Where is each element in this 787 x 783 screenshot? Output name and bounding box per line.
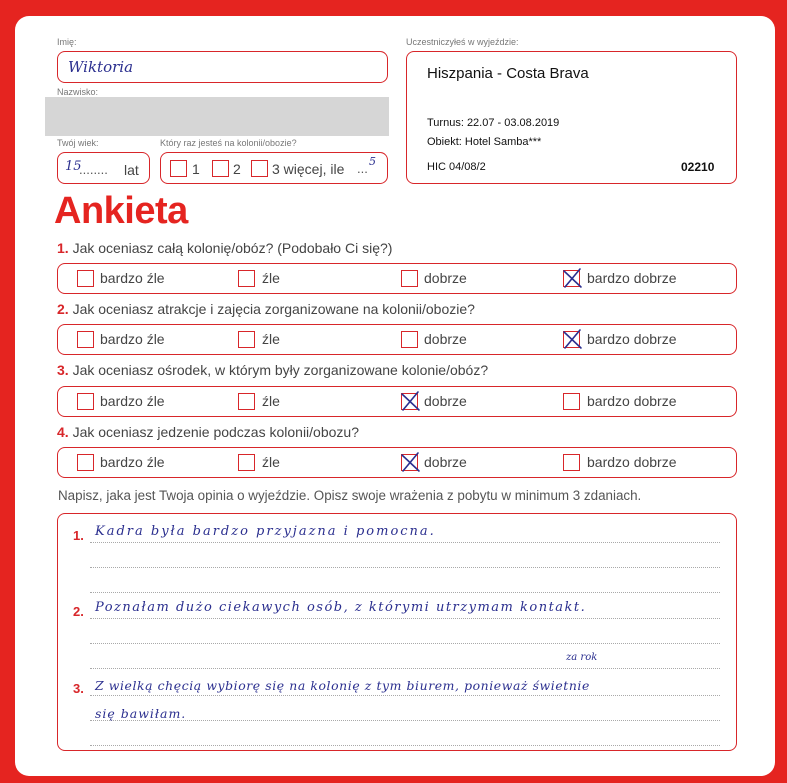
rating-option-label: źle [262, 270, 280, 286]
rating-checkbox[interactable] [401, 270, 418, 287]
check-mark-icon [562, 329, 583, 350]
rating-checkbox[interactable] [238, 331, 255, 348]
visit-count-value: 5 [369, 155, 376, 168]
check-mark-icon [400, 452, 421, 473]
question-text: Jak oceniasz atrakcje i zajęcia zorganizowane na kolonii/obozie? [72, 301, 475, 317]
name-field[interactable] [57, 51, 388, 83]
visit-checkbox-3[interactable] [251, 160, 268, 177]
rating-option-label: bardzo dobrze [587, 270, 677, 286]
rating-option-label: bardzo źle [100, 270, 165, 286]
question-text: Jak oceniasz ośrodek, w którym były zorganizowane kolonie/obóz? [72, 362, 489, 378]
rating-option-label: bardzo dobrze [587, 393, 677, 409]
surname-label: Nazwisko: [57, 87, 99, 97]
rating-checkbox[interactable] [563, 331, 580, 348]
age-field[interactable] [57, 152, 150, 184]
trip-destination: Hiszpania - Costa Brava [427, 65, 589, 82]
rating-option-label: dobrze [424, 270, 467, 286]
trip-info-box [406, 51, 737, 184]
visit-checkbox-1[interactable] [170, 160, 187, 177]
rating-option-label: bardzo źle [100, 331, 165, 347]
writing-line [90, 567, 720, 568]
visit-option-2-label: 2 [233, 161, 241, 177]
writing-line [90, 542, 720, 543]
visit-option-1-label: 1 [192, 161, 200, 177]
survey-title: Ankieta [54, 190, 188, 232]
rating-checkbox[interactable] [401, 454, 418, 471]
visit-option-3-label: 3 więcej, ile [272, 161, 345, 177]
trip-code: HIC 04/08/2 [427, 161, 486, 173]
trip-label: Uczestniczyłeś w wyjeździe: [406, 37, 519, 47]
visit-dots: ... [357, 161, 368, 176]
question-text: Jak oceniasz jedzenie podczas kolonii/obozu? [72, 424, 359, 440]
writing-line [90, 745, 720, 746]
rating-checkbox[interactable] [563, 270, 580, 287]
writing-line [90, 695, 720, 696]
name-value: Wiktoria [68, 58, 134, 76]
opinion-number-3: 3. [73, 681, 84, 696]
opinion-answer-1: Kadra była bardzo przyjazna i pomocna. [95, 524, 436, 539]
rating-checkbox[interactable] [401, 393, 418, 410]
question-text: Jak oceniasz całą kolonię/obóz? (Podobało Ci się?) [72, 240, 393, 256]
rating-option-label: bardzo źle [100, 393, 165, 409]
rating-checkbox[interactable] [238, 454, 255, 471]
rating-checkbox[interactable] [77, 270, 94, 287]
check-mark-icon [400, 391, 421, 412]
rating-option-label: źle [262, 454, 280, 470]
opinion-insertion: za rok [566, 652, 598, 663]
age-dots: ........ [79, 162, 108, 177]
rating-checkbox[interactable] [238, 270, 255, 287]
rating-checkbox[interactable] [77, 331, 94, 348]
opinion-answer-2: Poznałam dużo ciekawych osób, z którymi utrzymam kontakt. [95, 600, 587, 615]
rating-option-label: bardzo dobrze [587, 331, 677, 347]
age-value: 15 [65, 159, 82, 174]
question-3 [57, 362, 488, 378]
rating-checkbox[interactable] [401, 331, 418, 348]
trip-turnus: Turnus: 22.07 - 03.08.2019 [427, 117, 560, 129]
rating-option-label: bardzo źle [100, 454, 165, 470]
name-label: Imię: [57, 37, 77, 47]
visit-checkbox-2[interactable] [212, 160, 229, 177]
rating-checkbox[interactable] [238, 393, 255, 410]
question-number: 4. [57, 424, 69, 440]
trip-obiekt: Obiekt: Hotel Samba*** [427, 136, 542, 148]
writing-line [90, 618, 720, 619]
rating-option-label: źle [262, 331, 280, 347]
surname-field-redacted [45, 97, 389, 136]
rating-option-label: dobrze [424, 331, 467, 347]
rating-checkbox[interactable] [77, 393, 94, 410]
age-label: Twój wiek: [57, 138, 99, 148]
check-mark-icon [562, 268, 583, 289]
rating-option-label: źle [262, 393, 280, 409]
rating-option-label: bardzo dobrze [587, 454, 677, 470]
rating-checkbox[interactable] [563, 393, 580, 410]
question-number: 2. [57, 301, 69, 317]
question-2 [57, 301, 475, 317]
writing-line [90, 668, 720, 669]
visit-label: Który raz jesteś na kolonii/obozie? [160, 138, 297, 148]
writing-line [90, 643, 720, 644]
rating-checkbox[interactable] [77, 454, 94, 471]
opinion-answer-3-line-2: się bawiłam. [95, 706, 187, 721]
opinion-answer-3-line-1: Z wielką chęcią wybiorę się na kolonię z tym biurem, ponieważ świetnie [95, 678, 590, 693]
opinion-number-1: 1. [73, 528, 84, 543]
writing-line [90, 592, 720, 593]
opinion-prompt: Napisz, jaka jest Twoja opinia o wyjeździe. Opisz swoje wrażenia z pobytu w minimum 3 zdaniach. [58, 488, 642, 503]
rating-checkbox[interactable] [563, 454, 580, 471]
question-4 [57, 424, 359, 440]
question-number: 3. [57, 362, 69, 378]
trip-number: 02210 [681, 160, 715, 174]
visit-field [160, 152, 388, 184]
rating-option-label: dobrze [424, 454, 467, 470]
rating-option-label: dobrze [424, 393, 467, 409]
age-unit: lat [124, 162, 139, 178]
question-1 [57, 240, 392, 256]
opinion-number-2: 2. [73, 604, 84, 619]
question-number: 1. [57, 240, 69, 256]
